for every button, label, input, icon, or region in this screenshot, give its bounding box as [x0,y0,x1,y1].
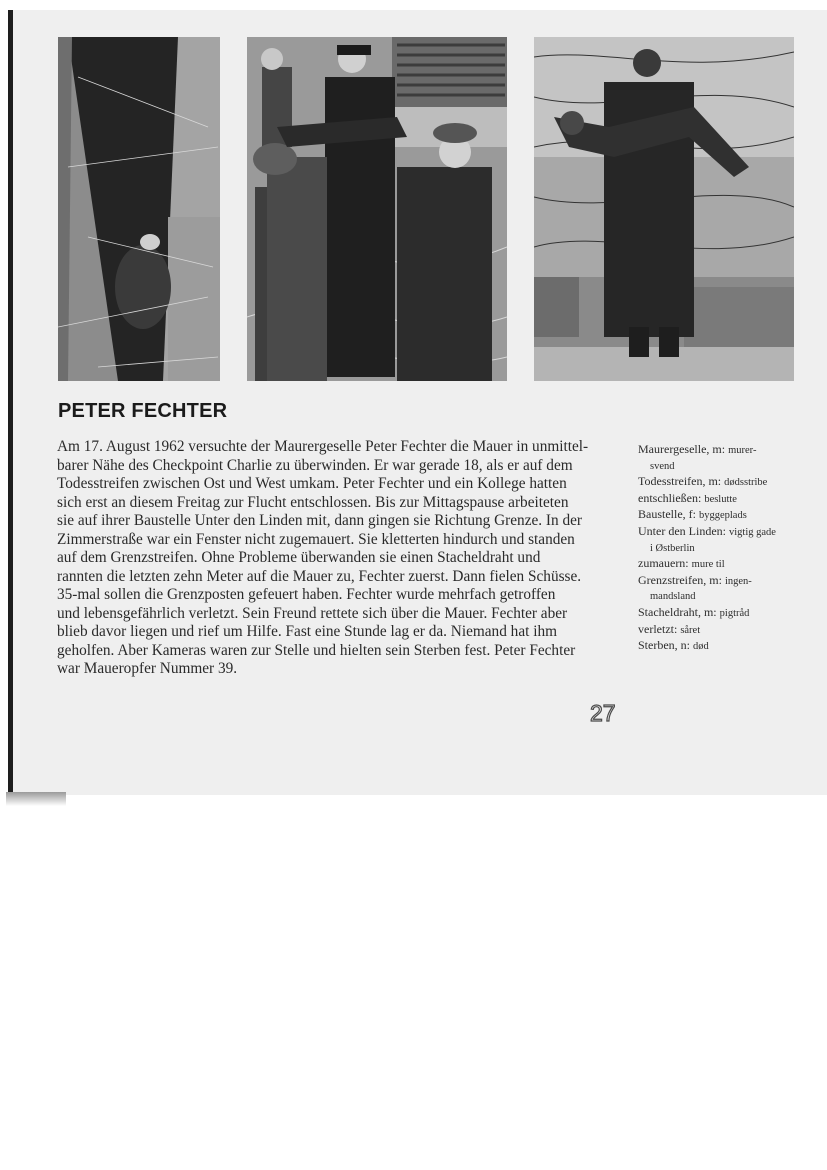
glossary-term: Maurergeselle, m: [638,442,726,456]
article-body [57,438,627,679]
body-line: auf dem Grenzstreifen. Ohne Probleme überwanden sie einen Stacheldraht und [57,549,541,566]
body-line: barer Nähe des Checkpoint Charlie zu überwinden. Er war gerade 18, als er auf dem [57,456,573,474]
photo-fechter-at-wall [58,37,220,381]
glossary-item [638,474,818,491]
body-line: sich erst an diesem Freitag zur Flucht entschlossen. Bis zur Mittagspause arbeiteten [57,493,569,511]
glossary-item [638,491,818,508]
photo-guards-carrying [247,37,507,381]
glossary-item [638,605,818,622]
glossary-item [638,638,818,655]
scan-shadow [6,792,66,806]
glossary-item [638,622,818,639]
glossary-term: Todesstreifen, m: [638,474,722,489]
glossary-item [638,507,818,524]
glossary-translation: ingen- [724,575,752,587]
glossary-item [638,442,818,474]
glossary-translation: murer- [728,445,757,456]
glossary-item [638,573,818,605]
glossary-term: Unter den Linden: [638,523,726,538]
glossary-term: Sterben, n: [638,638,690,653]
glossary-continuation: svend [650,460,675,472]
glossary-item [638,524,818,556]
glossary-translation: pigtråd [719,607,750,619]
body-line: sie auf ihrer Baustelle Unter den Linden mit, dann gingen sie Richtung Grenze. In der [57,512,583,529]
glossary-translation: byggeplads [698,510,747,522]
page-number: 27 [590,700,616,726]
photo-guard-barbed-wire [534,37,794,381]
glossary-translation: dødsstribe [724,477,768,489]
body-line: rannten die letzten zehn Meter auf die Mauer zu, Fechter zuerst. Dann fielen Schüsse. [57,567,582,585]
glossary-translation: død [693,641,709,653]
glossary-continuation: mandsland [650,591,696,603]
body-line: Todesstreifen zwischen Ost und West umkam. Peter Fechter und ein Kollege hatten [57,475,567,492]
glossary-translation: beslutte [704,493,737,505]
glossary-term: Baustelle, f: [638,507,696,522]
glossary-term: Grenzstreifen, m: [638,572,722,587]
body-line: Am 17. August 1962 versuchte der Maurergeselle Peter Fechter die Mauer in unmittel- [57,438,589,455]
body-line: 35-mal sollen die Grenzposten gefeuert haben. Fechter wurde mehrfach getroffen [57,586,556,603]
glossary [638,442,818,655]
glossary-continuation: i Østberlin [650,542,695,554]
body-line: war Maueropfer Nummer 39. [57,660,238,677]
glossary-translation: mure til [691,559,725,571]
glossary-item [638,556,818,573]
glossary-term: verletzt: [638,621,678,636]
body-line: blieb davor liegen und rief um Hilfe. Fast eine Stunde lag er da. Niemand hat ihm [57,623,557,640]
glossary-translation: vigtig gade [728,526,776,538]
glossary-term: zumauern: [638,556,689,571]
article-title: PETER FECHTER [58,400,228,422]
body-line: Zimmerstraße war ein Fenster nicht zugemauert. Sie kletterten hindurch und standen [57,530,575,548]
body-line: und lebensgefährlich verletzt. Sein Freund rettete sich über die Mauer. Fechter aber [57,604,568,622]
body-line: geholfen. Aber Kameras waren zur Stelle und hielten sein Sterben fest. Peter Fechter [57,641,576,659]
glossary-term: entschließen: [638,490,702,505]
glossary-translation: såret [680,624,701,636]
glossary-term: Stacheldraht, m: [638,604,717,619]
